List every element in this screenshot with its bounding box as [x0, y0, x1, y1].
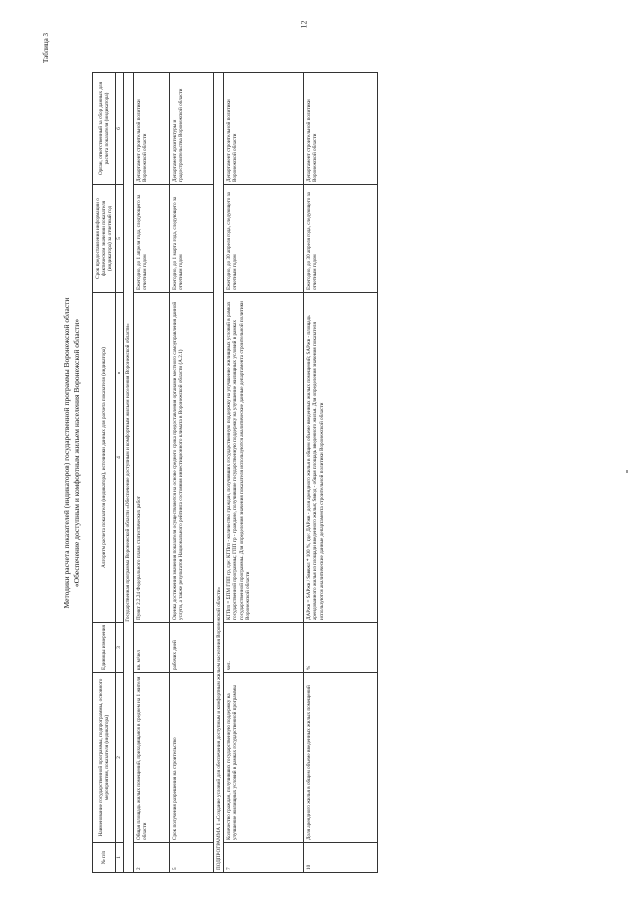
indicator-unit: рабочих дней — [170, 623, 214, 673]
table-caption: Таблица 3 — [42, 33, 50, 63]
landscape-sheet — [40, 33, 600, 873]
program-title: Государственная программа Воронежской области «Обеспечение доступным и комфортным жильем населения Воронежской области» — [123, 73, 133, 873]
indicator-term: Ежегодно, до 30 апреля года, следующего за отчетным годом — [304, 185, 378, 293]
indicator-name: Общая площадь жилых помещений, приходящаяся в среднем на 1 жителя области — [134, 673, 170, 843]
document-title — [62, 33, 82, 873]
row-number: 2 — [134, 843, 170, 873]
indicator-unit: кв. м/чел — [134, 623, 170, 673]
header-unit: Единицы измерения — [93, 623, 116, 673]
program-row — [123, 73, 133, 873]
page-number: 12 — [299, 20, 309, 29]
indicator-organ: Департамент строительной политики Воронежской области — [304, 73, 378, 185]
indicator-unit: чел. — [224, 623, 304, 673]
indicator-unit: % — [304, 623, 378, 673]
header-algorithm: Алгоритм расчета показателя (индикатора), источники данных для расчета показателя (индикатора) — [93, 293, 116, 623]
row-number: 7 — [224, 843, 304, 873]
title-line-2: «Обеспечение доступным и комфортным жильем населения Воронежской области» — [72, 318, 81, 588]
indicator-name: Срок получения разрешения на строительство — [170, 673, 214, 843]
indicator-term: Ежегодно, до 1 апреля года, следующего за отчетным годом — [134, 185, 170, 293]
scan-speck — [626, 470, 628, 473]
indicator-algorithm: ДАРжв = SАРжв / Sвввжл * 100 %, где: ДАРжв - доля арендного жилья в общем объеме введенных жилых помещений; SАРжв - площадь арендованного жилья из площади введенного жилья; Sввод - общая площадь введенного жилья. Для определения значения показателя используются аналитические данные департамента строительной политики Воронежской области — [304, 293, 378, 623]
column-number-row — [116, 73, 123, 873]
col-number: 2 — [116, 673, 123, 843]
header-name: Наименование государственной программы, подпрограммы, основного мероприятия, показателя (индикатора) — [93, 673, 116, 843]
header-term: Срок предоставления информации о фактическом значении показателя (индикатора) за отчетный год — [93, 185, 116, 293]
indicator-name: Количество граждан, получивших государственную поддержку на улучшение жилищных условий в рамках государственной программы — [224, 673, 304, 843]
indicator-methodology-table — [92, 72, 378, 873]
col-number: 4 — [116, 293, 123, 623]
indicator-algorithm: КГПгп = ΣПМ ГПП гр, где: КГПгп - количество граждан, получивших государственную поддержку на улучшение жилищных условий в рамках государственной программы; ГПП гр - граждане, получившие государственную поддержку на улучшение жилищных условий в рамках государственной программы. Для определения значения показателя используются аналитические данные департамента строительной политики Воронежской области — [224, 293, 304, 623]
table-row — [304, 73, 378, 873]
col-number: 5 — [116, 185, 123, 293]
indicator-name: Доля арендного жилья в общем объеме введенных жилых помещений — [304, 673, 378, 843]
indicator-term: Ежегодно, до 30 апреля года, следующего за отчетным годом — [224, 185, 304, 293]
subprogram-title: ПОДПРОГРАММА 1 «Создание условий для обеспечения доступным и комфортным жильем населения Воронежской области» — [214, 73, 224, 873]
table-header-row — [93, 73, 116, 873]
table-row — [224, 73, 304, 873]
row-number: 5 — [170, 843, 214, 873]
indicator-term: Ежегодно, до 1 марта года, следующего за отчетным годом — [170, 185, 214, 293]
indicator-organ: Департамент архитектуры и градостроительства Воронежской области — [170, 73, 214, 185]
col-number: 3 — [116, 623, 123, 673]
indicator-algorithm: Пункт 2.2.24 Федерального плана статистических работ — [134, 293, 170, 623]
indicator-algorithm: Оценка достижения значения показателя осуществляется на основе среднего срока предоставления органами местного самоуправления данной услуги, а также результатов Национального рейтинга состояния инвестиционного климата в Воронежской области (А.2.1) — [170, 293, 214, 623]
title-line-1: Методики расчета показателей (индикаторов) государственной программы Воронежской области — [62, 297, 71, 609]
indicator-organ: Департамент строительной политики Воронежской области — [134, 73, 170, 185]
row-number: 10 — [304, 843, 378, 873]
scan-speck — [118, 372, 120, 374]
header-num: № п/п — [93, 843, 116, 873]
col-number: 6 — [116, 73, 123, 185]
indicator-organ: Департамент строительной политики Воронежской области — [224, 73, 304, 185]
header-organ: Орган, ответственный за сбор данных для расчета показателя (индикатора) — [93, 73, 116, 185]
subprogram-row — [214, 73, 224, 873]
col-number: 1 — [116, 843, 123, 873]
table-row — [134, 73, 170, 873]
table-row — [170, 73, 214, 873]
